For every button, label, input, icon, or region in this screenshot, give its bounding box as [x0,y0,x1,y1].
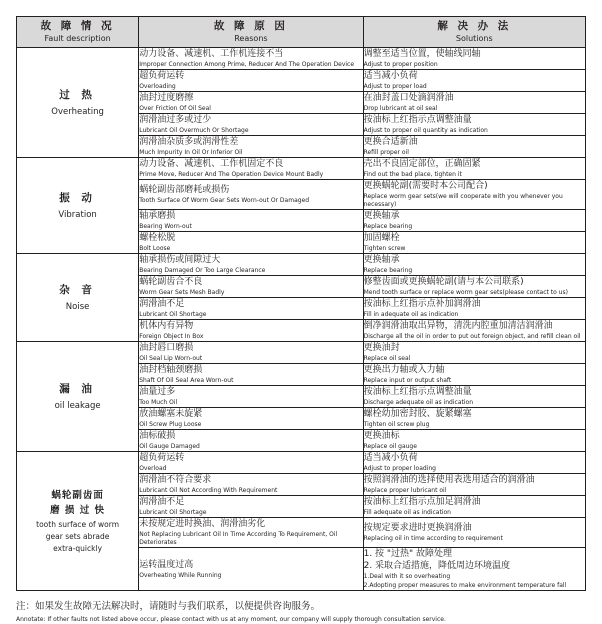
reason-cn: 轴承损伤或间隙过大 [139,255,221,265]
reason-cn: 润滑油杂质多或润滑性差 [139,137,239,147]
solution-en: Adjust to proper oil quantity as indication [363,127,488,134]
reason-cell [139,518,363,548]
category-noise-en: Noise [65,302,90,312]
reason-cell [139,70,363,92]
solution-cn: 按照润滑油的选择使用表选用适合的润滑油 [363,475,535,485]
solution-cn: 壳出不良固定部位，正确固紧 [363,159,481,169]
reason-cell [139,254,363,276]
category-overheating-en: Overheating [51,107,104,117]
header-solutions-en: Solutions [455,34,493,43]
solution-en: Tighten oil screw plug [363,421,430,428]
solution-cell [363,276,585,298]
solution-en: Drop lubricant at oil seal [363,105,438,112]
solution-cell [363,114,585,136]
reason-cell [139,452,363,474]
solution-cell [363,298,585,320]
reason-en: Oil Seal Lip Worn-out [139,355,203,362]
solution-en: Replace proper lubricant oil [363,487,447,494]
category-gear-abrade-cn1: 蜗轮副齿面 [51,490,104,501]
reason-cn: 未按规定进时换油、润滑油劣化 [139,519,266,529]
category-overheating-cn: 过 热 [59,89,96,101]
reason-en: Lubricant Oil Overmuch Or Shortage [139,127,249,134]
solution-cn: 更换轴承 [363,211,400,221]
solution-cell [363,430,585,452]
solution-cn: 更换出力轴或入力轴 [363,365,445,375]
reason-cn: 油封过度磨擦 [139,93,194,103]
solution-cn: 修整齿面或更换蜗轮副(请与本公司联系) [363,277,524,287]
solution-en-step2: 2.Adopting proper measures to make environment temperature fall [363,582,567,589]
reason-cell [139,342,363,364]
solution-cell [363,474,585,496]
reason-en: Lubricant Oil Shortage [139,311,207,318]
solution-cn: 按规定要求进时更换润滑油 [363,523,472,533]
fault-table [16,16,586,591]
reason-cell [139,180,363,210]
category-vibration-en: Vibration [58,210,97,220]
header-row [17,17,586,48]
solution-cell [363,232,585,254]
reason-en: Too Much Oil [139,399,178,406]
reason-cn: 蜗轮副齿部磨耗或损伤 [139,185,230,195]
solution-cn: 更换蜗轮副(需要时本公司配合) [363,181,488,191]
solution-en: Tighten screw [363,245,406,252]
solution-en: Replace bearing [363,223,413,230]
reason-cn: 超负荷运转 [139,453,185,463]
reason-cn: 油封唇口磨损 [139,343,194,353]
solution-cell [363,386,585,408]
solution-cell [363,496,585,518]
footer-note-en: Annotate: If other faults not listed above occur, please contact with us at any moment, our company will supply thorough consultation service. [16,616,446,623]
solution-cell [363,254,585,276]
category-gear-abrade [17,452,139,591]
solution-cell [363,518,585,548]
solution-cell [363,342,585,364]
solution-en: Discharge adequate oil as indication [363,399,474,406]
header-reasons-en: Reasons [234,34,268,43]
reason-cell [139,496,363,518]
solution-cn: 螺栓幼加密封胶、旋紧螺塞 [363,409,472,419]
solution-cn: 按油标上红指示点加足润滑油 [363,497,481,507]
solution-cell [363,180,585,210]
category-noise [17,254,139,342]
table-row [17,452,586,474]
reason-en: Overheating While Running [139,571,222,579]
solution-cn: 适当减小负荷 [363,453,418,463]
solution-cell [363,452,585,474]
solution-cn: 适当减小负荷 [363,71,418,81]
reason-cell [139,276,363,298]
reason-cell [139,386,363,408]
reason-en: Bearing Worn-out [139,223,192,230]
reason-cell [139,474,363,496]
category-gear-abrade-en3: extra-quickly [53,544,103,553]
solution-en: Adjust to proper load [363,83,427,90]
table-row [17,342,586,364]
reason-cell [139,430,363,452]
reason-cn: 润滑油不足 [139,299,185,309]
solution-cn: 调整至适当位置，使轴线同轴 [363,49,481,59]
reason-en: Overload [139,465,167,472]
solution-en: Replace input or output shaft [363,377,452,384]
solution-en: Refill proper oil [363,149,409,156]
reason-en: Not Replacing Lubricant Oil In Time According To Requirement, Oil Deteriorates [139,531,338,546]
reason-en: Oil Gauge Damaged [139,443,200,450]
reason-cn: 动力设备、减速机、工作机固定不良 [139,159,284,169]
solution-cn: 更换轴承 [363,255,400,265]
solution-en: Replacing oil in time according to requirement [363,535,503,542]
header-reasons [139,17,363,48]
solution-cn: 更换油标 [363,431,400,441]
solution-en: Fill in adequate oil as indication [363,311,459,318]
reason-cell [139,210,363,232]
reason-en: Lubricant Oil Shortage [139,509,207,516]
table-row [17,48,586,70]
reason-cell [139,158,363,180]
reason-cell [139,92,363,114]
footer-note-cn: 注：如果发生故障无法解决时，请随时与我们联系，以便提供咨询服务。 [16,601,321,612]
solution-cell [363,48,585,70]
solution-en: Adjust to proper position [363,61,438,68]
reason-cn: 润滑油不符合要求 [139,475,212,485]
solution-cn: 按油标上红指示点补加润滑油 [363,299,481,309]
reason-en: Over Friction Of Oil Seal [139,105,211,112]
reason-cn: 螺栓松脱 [139,233,176,243]
reason-en: Bearing Damaged Or Too Large Clearance [139,267,266,274]
category-gear-abrade-en1: tooth surface of worm [36,520,120,529]
header-fault-description-en: Fault description [44,34,111,43]
solution-cell [363,364,585,386]
reason-cn: 轴承磨损 [139,211,176,221]
reason-cell [139,48,363,70]
solution-cn-step2: 2. 采取合适措施，降低周边环境温度 [363,561,511,571]
reason-en: Tooth Surface Of Worm Gear Sets Worn-out Or Damaged [139,197,310,204]
header-fault-description-cn: 故 障 情 况 [40,20,115,32]
category-oil-leakage-cn: 漏 油 [59,383,96,395]
category-gear-abrade-en2: gear sets abrade [45,532,110,541]
reason-cn: 润滑油过多或过少 [139,115,212,125]
table-row [17,158,586,180]
category-overheating [17,48,139,158]
reason-cn: 放油螺塞未旋紧 [139,409,203,419]
reason-cn: 超负荷运转 [139,71,185,81]
reason-en: Overloading [139,83,176,90]
solution-cell [363,548,585,591]
solution-cell [363,158,585,180]
reason-en: Lubricant Oil Not According With Requirement [139,487,278,494]
category-vibration [17,158,139,254]
solution-en: Replace bearing [363,267,413,274]
header-solutions-cn: 解 决 办 法 [437,20,512,32]
reason-en: Worm Gear Sets Mesh Badly [139,289,225,296]
solution-cell [363,92,585,114]
reason-en: Bolt Loose [139,245,171,252]
reason-cn: 润滑油不足 [139,497,185,507]
reason-cell [139,136,363,158]
solution-cell [363,408,585,430]
category-noise-cn: 杂 音 [59,284,96,296]
reason-cell [139,114,363,136]
reason-en: Oil Screw Plug Loose [139,421,202,428]
reason-en: Improper Connection Among Prime, Reducer And The Operation Device [139,61,355,68]
reason-cn: 油封档轴颈磨损 [139,365,203,375]
reason-en: Foreign Object In Box [139,333,204,340]
reason-cell [139,548,363,591]
table-body [17,48,586,591]
solution-cn: 倒净润滑油取出异物，清洗内腔重加清洁润滑油 [363,321,553,331]
solution-cn: 更换油封 [363,343,400,353]
solution-cn: 加固螺栓 [363,233,400,243]
solution-cn: 按油标上红指示点调整油量 [363,387,472,397]
solution-cell [363,320,585,342]
solution-cn: 按油标上红指示点调整油量 [363,115,472,125]
solution-en: Find out the bad place, tighten it [363,171,462,178]
category-vibration-cn: 振 动 [59,192,96,204]
solution-en: Replace oil gauge [363,443,417,450]
reason-cell [139,364,363,386]
header-fault-description [17,17,139,48]
solution-en-step1: 1.Deal with it so overheating [363,573,451,580]
solution-en: Replace worm gear sets(we will cooperate with you whenever you necessary) [363,193,563,208]
reason-cell [139,232,363,254]
reason-cell [139,320,363,342]
reason-cell [139,408,363,430]
solution-cn: 更换合适新油 [363,137,418,147]
solution-cell [363,210,585,232]
header-solutions [363,17,585,48]
reason-cn: 机体内有异物 [139,321,194,331]
reason-cn: 油量过多 [139,387,176,397]
reason-cn: 运转温度过高 [139,559,194,570]
category-gear-abrade-cn2: 磨 损 过 快 [50,505,106,516]
table-header [17,17,586,48]
solution-en: Discharge all the oil in order to put out foreign object, and refill clean oil [363,333,581,340]
category-oil-leakage [17,342,139,452]
reason-en: Shaft Of Oil Seal Area Worn-out [139,377,234,384]
reason-cell [139,298,363,320]
header-reasons-cn: 故 障 原 因 [213,20,288,32]
category-oil-leakage-en: oil leakage [54,401,101,411]
solution-en: Fill adequate oil as indication [363,509,451,516]
solution-cn-step1: 1. 按 "过热" 故障处理 [363,549,453,559]
solution-cell [363,136,585,158]
reason-cn: 动力设备、减速机、工作机连接不当 [139,49,284,59]
solution-cell [363,70,585,92]
solution-en: Adjust to proper loading [363,465,436,472]
solution-en: Replace oil seal [363,355,411,362]
solution-cn: 在油封盖口处滴润滑油 [363,93,454,103]
reason-cn: 蜗轮副齿合不良 [139,277,203,287]
reason-cn: 油标破损 [139,431,176,441]
reason-en: Much Impurity In Oil Or Inferior Oil [139,149,243,156]
reason-en: Prime Move, Reducer And The Operation Device Mount Badly [139,171,324,178]
table-row [17,254,586,276]
solution-en: Mend tooth surface or replace worm gear sets(please contact to us) [363,289,568,296]
footer-note [16,600,586,624]
